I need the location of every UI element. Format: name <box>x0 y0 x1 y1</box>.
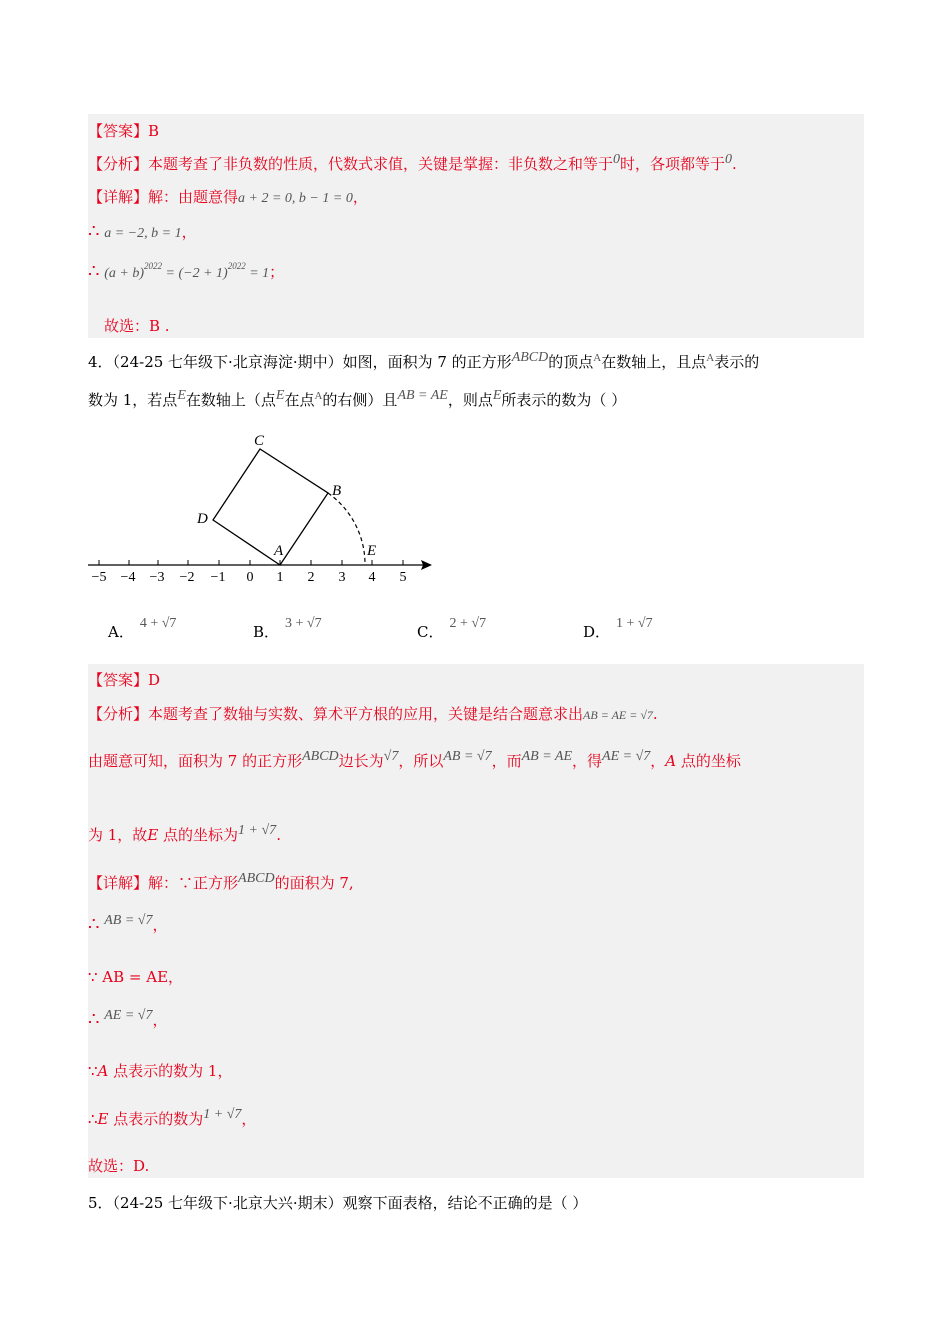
analysis-text: 本题考查了非负数的性质，代数式求值，关键是掌握：非负数之和等于 <box>148 155 614 173</box>
q4-detail-line: 【详解】解：∵正方形ABCD的面积为 7, <box>88 871 354 892</box>
q4-step5-line: ∴E 点表示的数为1 + √7， <box>88 1107 257 1128</box>
tick-label: 0 <box>246 570 254 585</box>
arc-b-to-e <box>328 493 365 565</box>
label-b: B <box>332 483 342 499</box>
analysis-zero: 0 <box>613 152 621 167</box>
label-d: D <box>197 511 208 527</box>
q3-analysis-line <box>88 154 737 176</box>
detail-label: 【详解】 <box>88 188 149 206</box>
therefore-symbol: ∴ <box>88 221 100 242</box>
tick-label: −2 <box>179 570 195 585</box>
q4-stem-line2: 数为 1，若点E在数轴上（点E在点$^A$的右侧）且AB = AE，则点E所表示的数为（ ） <box>88 388 627 409</box>
tick-label: 2 <box>307 570 315 585</box>
q4-analysis-paragraph-2: 为 1，故E 点的坐标为1 + √7. <box>88 823 281 844</box>
question-number: 5． <box>88 1194 113 1212</box>
q3-solution-box <box>88 114 864 338</box>
tick-label: −1 <box>210 570 226 585</box>
analysis-end: . <box>732 155 737 173</box>
option-a[interactable]: A． 4 + √7 <box>108 616 177 641</box>
q4-step2-line: ∵ AB = AE， <box>88 968 184 986</box>
detail-text: 解：由题意得 <box>148 188 239 206</box>
square-number-line-figure <box>80 428 440 588</box>
therefore-symbol: ∴ <box>88 261 100 282</box>
detail-math: a + 2 = 0, b − 1 = 0 <box>238 191 353 206</box>
q4-analysis-paragraph-1: 由题意可知，面积为 7 的正方形ABCD边长为√7，所以AB = √7，而AB = AE，得AE = √7，A 点的坐标 <box>88 749 741 770</box>
q4-step1-line: ∴ AB = √7， <box>88 913 168 935</box>
q3-step1-line <box>88 222 197 244</box>
analysis-zero: 0 <box>725 152 733 167</box>
step2-end: ； <box>269 263 285 281</box>
option-d[interactable]: D． 1 + √7 <box>583 616 653 641</box>
q5-stem: 5．（24-25 七年级下·北京大兴·期末）观察下面表格，结论不正确的是（ ） <box>88 1194 588 1212</box>
q4-stem-line1: 4．（24-25 七年级下·北京海淀·期中）如图，面积为 7 的正方形ABCD的顶点$^A$在数轴上，且点$^A$表示的 <box>88 350 760 371</box>
q4-solution-box <box>88 664 864 1178</box>
tick-label: 4 <box>368 570 376 585</box>
tick-marks <box>99 560 403 565</box>
answer-value: B <box>148 122 160 140</box>
tick-label: 1 <box>276 570 284 585</box>
step2-math: $(a + b)^{2022} = (-2 + 1)^{2022} = 1$ <box>104 261 270 281</box>
q4-step3-line: ∴ AE = √7， <box>88 1008 168 1030</box>
step1-end: ， <box>181 223 197 241</box>
label-a: A <box>274 543 284 559</box>
option-b[interactable]: B． 3 + √7 <box>253 616 322 641</box>
analysis-text: 时，各项都等于 <box>620 155 726 173</box>
detail-comma: ， <box>352 188 368 206</box>
q3-answer-line <box>88 121 159 141</box>
q3-step2-line <box>88 262 284 284</box>
q4-conclusion: 故选：D. <box>88 1157 150 1175</box>
q4-answer-line: 【答案】D <box>88 671 161 689</box>
label-e: E <box>367 543 377 559</box>
q3-conclusion: 故选：B . <box>104 317 170 335</box>
q4-analysis-line: 【分析】本题考查了数轴与实数、算术平方根的应用，关键是结合题意求出AB = AE = √7. <box>88 705 658 723</box>
q3-detail-line <box>88 187 368 209</box>
q4-step4-line: ∵A 点表示的数为 1， <box>88 1062 233 1080</box>
square-abcd <box>213 449 328 565</box>
tick-label: 3 <box>338 570 346 585</box>
tick-label: −3 <box>149 570 165 585</box>
option-c[interactable]: C． 2 + √7 <box>417 616 487 641</box>
tick-label: −4 <box>120 570 136 585</box>
question-number: 4． <box>88 353 113 371</box>
tick-label: −5 <box>91 570 107 585</box>
analysis-label: 【分析】 <box>88 155 149 173</box>
step1-math: a = −2, b = 1 <box>104 226 182 241</box>
tick-label: 5 <box>399 570 407 585</box>
label-c: C <box>254 433 265 449</box>
answer-label: 【答案】 <box>88 122 149 140</box>
